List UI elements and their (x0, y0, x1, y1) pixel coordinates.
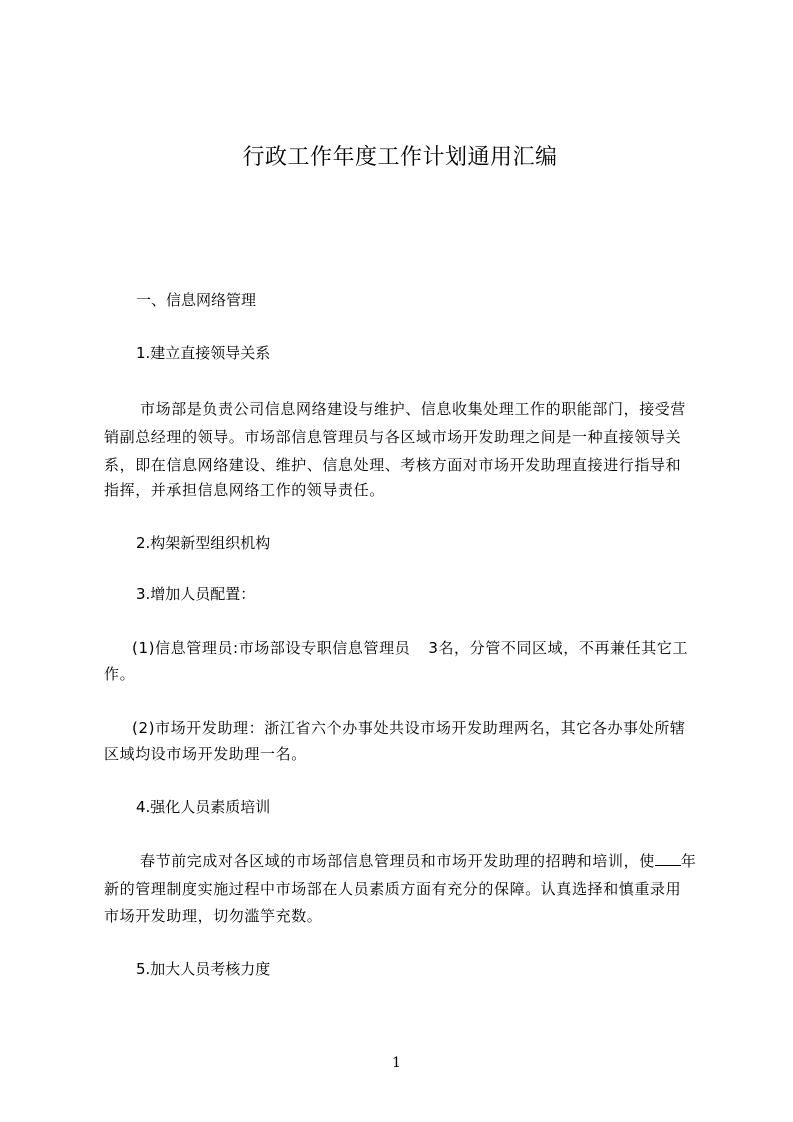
section-heading-info-network: 一、信息网络管理 (136, 291, 257, 309)
paragraph-line: 作。 (104, 665, 136, 683)
list-item-text: (1)信息管理员:市场部设专职信息管理员 (132, 639, 411, 657)
list-item-info-admin (104, 634, 738, 662)
list-item-market-assistant: (2)市场开发助理：浙江省六个办事处共设市场开发助理两名，其它各办事处所辖 (132, 719, 686, 737)
list-item-text: 3名，分管不同区域，不再兼任其它工 (428, 639, 689, 657)
item-heading-training: 4.强化人员素质培训 (136, 798, 271, 816)
paragraph-line: 区域均设市场开发助理一名。 (104, 745, 307, 763)
paragraph-line: 系，即在信息网络建设、维护、信息处理、考核方面对市场开发助理直接进行指导和 (104, 456, 682, 474)
paragraph-text: 春节前完成对各区域的市场部信息管理员和市场开发助理的招聘和培训，使 (140, 852, 655, 870)
paragraph-line: 市场开发助理，切勿滥竽充数。 (104, 907, 323, 925)
paragraph-line: 指挥，并承担信息网络工作的领导责任。 (104, 481, 385, 499)
page-number: 1 (392, 1055, 401, 1071)
paragraph-line: 市场部是负责公司信息网络建设与维护、信息收集处理工作的职能部门，接受营 (140, 400, 687, 418)
item-heading-org-structure: 2.构架新型组织机构 (136, 534, 271, 552)
item-heading-direct-leadership: 1.建立直接领导关系 (136, 344, 271, 362)
paragraph-text: 年 (680, 852, 697, 870)
paragraph-line: 销副总经理的领导。市场部信息管理员与各区域市场开发助理之间是一种直接领导关 (104, 428, 682, 446)
item-heading-staffing: 3.增加人员配置： (136, 585, 256, 603)
blank-underline (655, 851, 681, 866)
paragraph-line: 新的管理制度实施过程中市场部在人员素质方面有充分的保障。认真选择和慎重录用 (104, 880, 682, 898)
document-title: 行政工作年度工作计划通用汇编 (242, 145, 558, 170)
item-heading-assessment: 5.加大人员考核力度 (136, 960, 271, 978)
paragraph-line (104, 847, 746, 875)
